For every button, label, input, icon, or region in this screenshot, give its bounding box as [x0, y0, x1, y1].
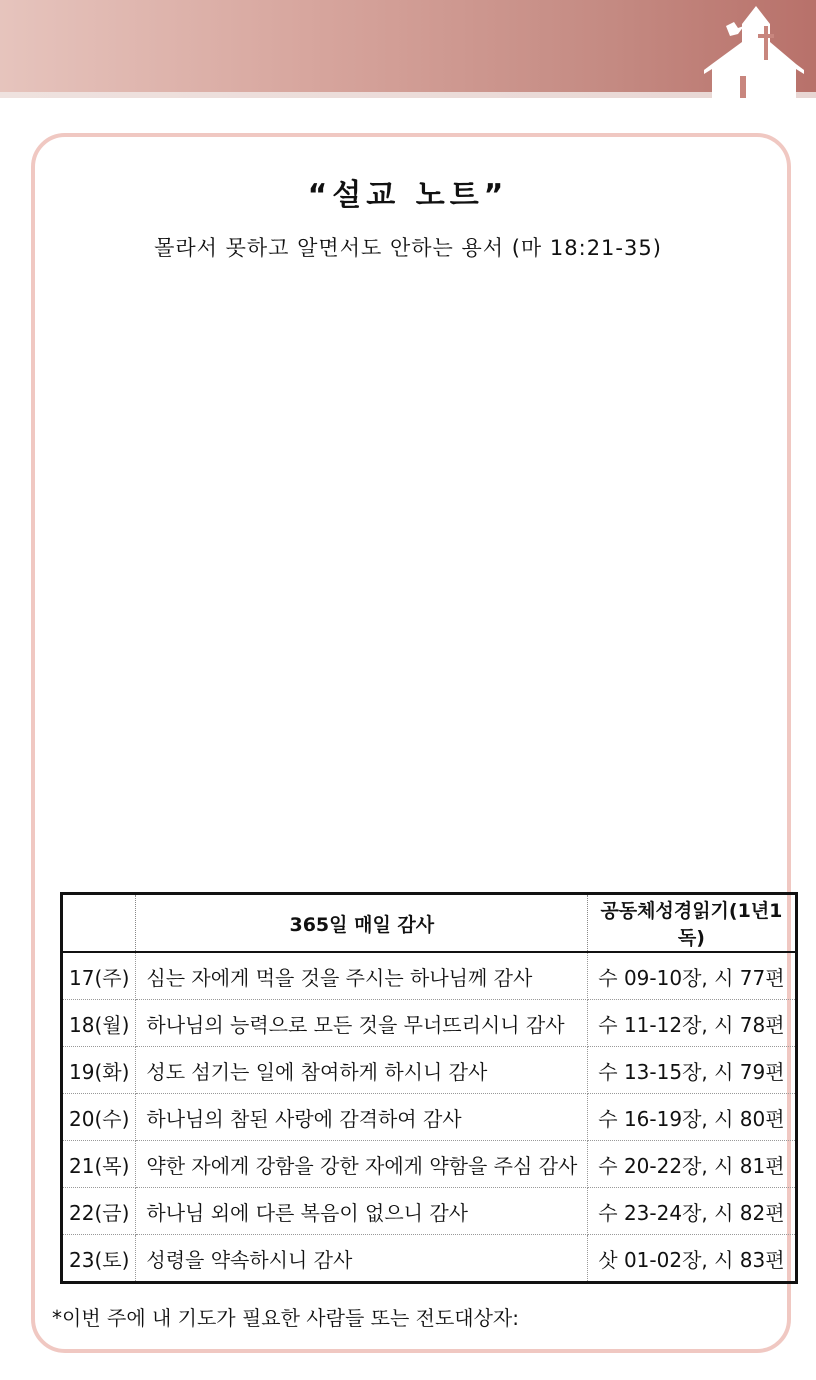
- row-reading: 수 11-12장, 시 78편: [588, 1000, 796, 1047]
- table-row: [62, 1141, 797, 1188]
- row-day: 21(목): [62, 1141, 136, 1188]
- row-day: 18(월): [62, 1000, 136, 1047]
- row-reading: 수 13-15장, 시 79편: [588, 1047, 796, 1094]
- table-row: [62, 1235, 797, 1283]
- header-banner: [0, 0, 816, 92]
- row-thanks: 성도 섬기는 일에 참여하게 하시니 감사: [136, 1047, 588, 1094]
- table-row: [62, 1188, 797, 1235]
- row-thanks: 심는 자에게 먹을 것을 주시는 하나님께 감사: [136, 952, 588, 1000]
- page-title: “설교 노트”: [307, 178, 509, 213]
- dove-icon: [726, 22, 744, 36]
- row-day: 20(수): [62, 1094, 136, 1141]
- row-thanks: 하나님 외에 다른 복음이 없으니 감사: [136, 1188, 588, 1235]
- row-reading: 삿 01-02장, 시 83편: [588, 1235, 796, 1283]
- header-reading: 공동체성경읽기(1년1독): [588, 894, 796, 953]
- header-divider: [0, 92, 816, 98]
- header-day: [62, 894, 136, 953]
- daily-thanks-table: [60, 892, 798, 1284]
- row-thanks: 성령을 약속하시니 감사: [136, 1235, 588, 1283]
- row-reading: 수 20-22장, 시 81편: [588, 1141, 796, 1188]
- table-header-row: [62, 894, 797, 953]
- row-reading: 수 23-24장, 시 82편: [588, 1188, 796, 1235]
- table-row: [62, 952, 797, 1000]
- row-reading: 수 09-10장, 시 77편: [588, 952, 796, 1000]
- row-thanks: 하나님의 참된 사랑에 감격하여 감사: [136, 1094, 588, 1141]
- table-row: [62, 1047, 797, 1094]
- row-thanks: 약한 자에게 강함을 강한 자에게 약함을 주심 감사: [136, 1141, 588, 1188]
- row-day: 19(화): [62, 1047, 136, 1094]
- row-reading: 수 16-19장, 시 80편: [588, 1094, 796, 1141]
- row-day: 22(금): [62, 1188, 136, 1235]
- sermon-subtitle: 몰라서 못하고 알면서도 안하는 용서 (마 18:21-35): [154, 236, 662, 260]
- header-thanks: 365일 매일 감사: [136, 894, 588, 953]
- table-row: [62, 1094, 797, 1141]
- table-row: [62, 1000, 797, 1047]
- church-icon: [704, 2, 804, 98]
- row-day: 23(토): [62, 1235, 136, 1283]
- row-thanks: 하나님의 능력으로 모든 것을 무너뜨리시니 감사: [136, 1000, 588, 1047]
- prayer-request-label: *이번 주에 내 기도가 필요한 사람들 또는 전도대상자:: [52, 1306, 519, 1330]
- row-day: 17(주): [62, 952, 136, 1000]
